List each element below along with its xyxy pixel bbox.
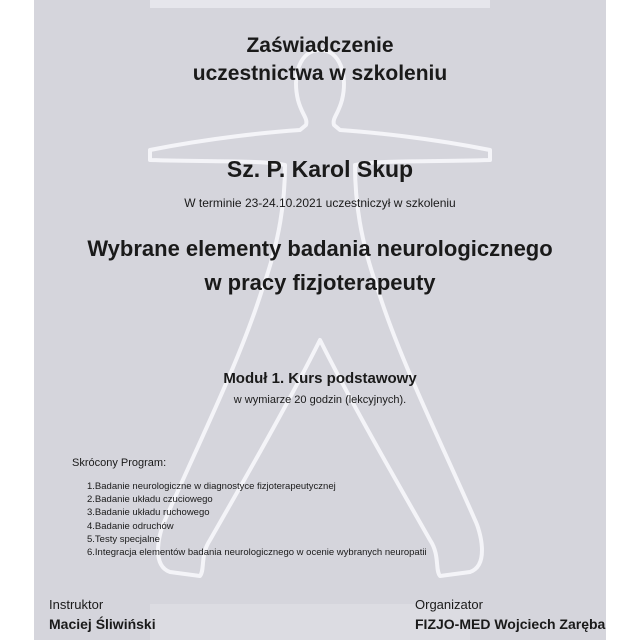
course-title-line-2: w pracy fizjoterapeuty (204, 270, 436, 295)
instructor-name: Maciej Śliwiński (49, 616, 156, 632)
hours-line: w wymiarze 20 godzin (lekcyjnych). (233, 394, 407, 406)
recipient-name: Sz. P. Karol Skup (226, 156, 414, 182)
date-line: W terminie 23-24.10.2021 uczestniczył w szkoleniu (184, 196, 456, 210)
course-title-line-1: Wybrane elementy badania neurologicznego (87, 236, 553, 261)
program-list (87, 480, 427, 559)
program-item: 6.Integracja elementów badania neurologicznego w ocenie wybranych neuropatii (87, 547, 427, 559)
instructor-label: Instruktor (49, 597, 104, 612)
program-item: 1.Badanie neurologiczne w diagnostyce fizjoterapeutycznej (87, 481, 336, 492)
title-line-2: uczestnictwa w szkoleniu (192, 62, 448, 85)
watermark-top-logo (150, 0, 490, 8)
program-item: 2.Badanie układu czuciowego (87, 494, 213, 506)
program-item: 5.Testy specjalne (87, 533, 160, 545)
title-line-1: Zaświadczenie (246, 34, 394, 57)
program-item: 4.Badanie odruchów (87, 520, 174, 532)
organizer-label: Organizator (415, 597, 483, 612)
program-item: 3.Badanie układu ruchowego (87, 507, 210, 519)
module-title: Moduł 1. Kurs podstawowy (223, 370, 417, 387)
program-heading: Skrócony Program: (72, 457, 167, 469)
organizer-name: FIZJO-MED Wojciech Zaręba (415, 616, 606, 632)
